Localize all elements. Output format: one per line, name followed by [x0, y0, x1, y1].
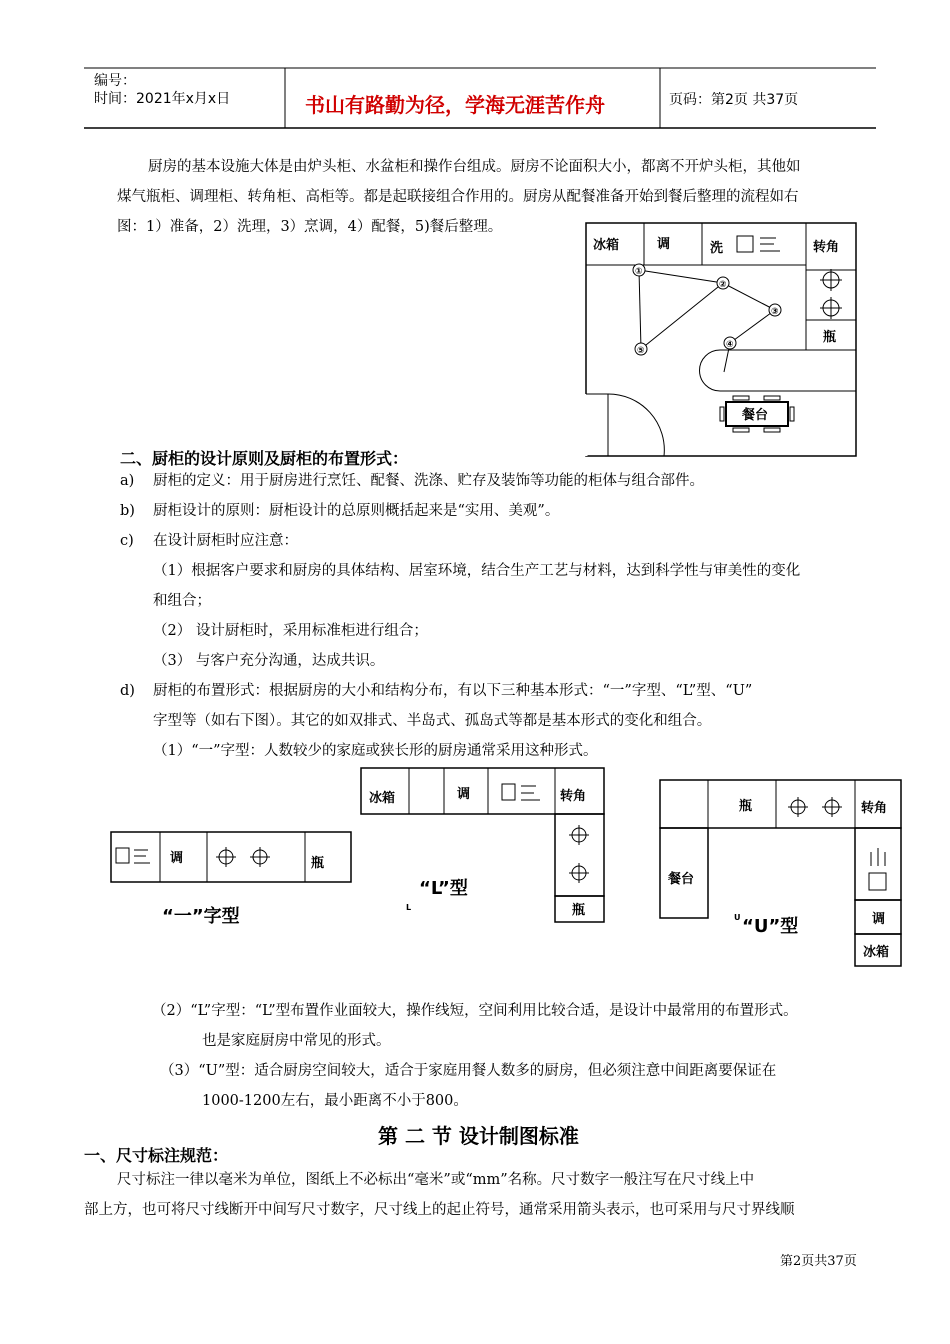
- u-shape-desc-cont: 1000-1200左右，最小距离不小于800。: [202, 1093, 468, 1109]
- flow-fridge-label: 冰箱: [593, 238, 620, 253]
- l-corner-label: 转角: [560, 789, 587, 804]
- u-corner-label: 转角: [861, 801, 888, 816]
- l-tiao-label: 调: [457, 787, 471, 802]
- one-line-layout: [111, 832, 351, 927]
- flow-step-5: ⑤: [637, 346, 645, 356]
- dim-text-2: 部上方，也可将尺寸线断开中间写尺寸数字，尺寸线上的起止符号，通常采用箭头表示，也可采用与尺寸界线顺: [84, 1202, 795, 1218]
- header-motto: 书山有路勤为径，学海无涯苦作舟: [305, 93, 605, 117]
- one-tiao-label: 调: [170, 851, 184, 866]
- header-frame: [0, 0, 950, 140]
- item-a-text: 厨柜的定义：用于厨房进行烹饪、配餐、洗涤、贮存及装饰等功能的柜体与组合部件。: [153, 473, 704, 489]
- section-title: 第 二 节 设计制图标准: [378, 1124, 579, 1148]
- intro-line-1: 厨房的基本设施大体是由炉头柜、水盆柜和操作台组成。厨房不论面积大小，都离不开炉头柜，其他如: [148, 159, 801, 175]
- item-b-marker: b): [120, 503, 135, 519]
- u-dining-label: 餐台: [668, 872, 695, 887]
- flow-wash-label: 洗: [710, 241, 724, 256]
- l-fridge-label: 冰箱: [369, 791, 396, 806]
- header-page: 页码：第2页 共37页: [669, 92, 799, 108]
- l-bottle-label: 瓶: [572, 903, 586, 918]
- item-c-text: 在设计厨柜时应注意：: [153, 533, 298, 549]
- item-d-line-2: 字型等（如右下图）。其它的如双排式、半岛式、孤岛式等都是基本形式的变化和组合。: [153, 713, 712, 729]
- one-bottle-label: 瓶: [311, 856, 325, 871]
- flow-corner-label: 转角: [813, 240, 840, 255]
- u-fridge-label: 冰箱: [863, 945, 890, 960]
- l-shape-caption: “L”型: [419, 878, 468, 899]
- u-bottle-label: 瓶: [739, 799, 753, 814]
- intro-line-3: 图：1）准备，2）洗理，3）烹调，4）配餐，5)餐后整理。: [117, 219, 503, 235]
- flow-tiao-label: 调: [657, 237, 671, 252]
- flow-step-2: ②: [719, 280, 727, 290]
- sink-icon: [869, 873, 886, 890]
- u-shape-desc: （3）“U”型：适合厨房空间较大，适合于家庭用餐人数多的厨房，但必须注意中间距离要保证在: [160, 1063, 777, 1079]
- cabinet-layouts-diagram: [0, 760, 950, 980]
- flow-step-3: ③: [771, 307, 779, 317]
- u-tiao-label: 调: [872, 912, 886, 927]
- intro-line-2: 煤气瓶柜、调理柜、转角柜、高柜等。都是起联接组合作用的。厨房从配餐准备开始到餐后整理的流程如右: [117, 189, 799, 205]
- item-c-marker: c): [120, 533, 134, 549]
- sink-icon: [116, 848, 129, 863]
- u-shape-layout: [660, 780, 901, 966]
- l-small-mark: L: [406, 903, 412, 912]
- sink-icon: [502, 784, 515, 800]
- header-time: 时间：2021年x月x日: [94, 91, 231, 107]
- c-sub-3: （3） 与客户充分沟通，达成共识。: [153, 653, 385, 669]
- item-b-text: 厨柜设计的原则：厨柜设计的总原则概括起来是“实用、美观”。: [153, 503, 560, 519]
- dim-heading: 一、尺寸标注规范：: [84, 1146, 229, 1165]
- item-d-marker: d): [120, 683, 135, 699]
- page-footer: 第2页共37页: [780, 1254, 857, 1269]
- section2-heading: 二、厨柜的设计原则及厨柜的布置形式：: [120, 449, 409, 468]
- item-d-sub-1: （1）“一”字型：人数较少的家庭或狭长形的厨房通常采用这种形式。: [153, 743, 598, 759]
- flow-step-4: ④: [726, 340, 734, 350]
- c-sub-1-cont: 和组合；: [153, 593, 211, 609]
- item-a-marker: a): [120, 473, 135, 489]
- sink-icon: [737, 236, 753, 252]
- one-line-caption: “一”字型: [162, 906, 240, 927]
- flow-dining-label: 餐台: [742, 408, 769, 423]
- dim-text-1: 尺寸标注一律以毫米为单位，图纸上不必标出“毫米”或“mm”名称。尺寸数字一般注写在尺寸线上中: [117, 1172, 755, 1188]
- c-sub-2: （2） 设计厨柜时，采用标准柜进行组合；: [153, 623, 428, 639]
- l-shape-layout: [361, 768, 604, 922]
- flow-step-1: ①: [635, 267, 643, 277]
- l-shape-desc-cont: 也是家庭厨房中常见的形式。: [202, 1033, 391, 1049]
- u-small-mark: U: [734, 913, 741, 922]
- c-sub-1: （1）根据客户要求和厨房的具体结构、居室环境，结合生产工艺与材料，达到科学性与审美性的变化: [153, 563, 801, 579]
- l-shape-desc: （2）“L”字型：“L”型布置作业面较大，操作线短，空间利用比较合适，是设计中最常用的布置形式。: [152, 1003, 798, 1019]
- header-number: 编号：: [94, 73, 136, 89]
- kitchen-flow-diagram: [580, 218, 860, 458]
- flow-bottle-label: 瓶: [823, 330, 837, 345]
- u-shape-caption: “U”型: [742, 916, 799, 937]
- item-d-line-1: 厨柜的布置形式：根据厨房的大小和结构分布，有以下三种基本形式：“一”字型、“L”型、“U”: [153, 683, 753, 699]
